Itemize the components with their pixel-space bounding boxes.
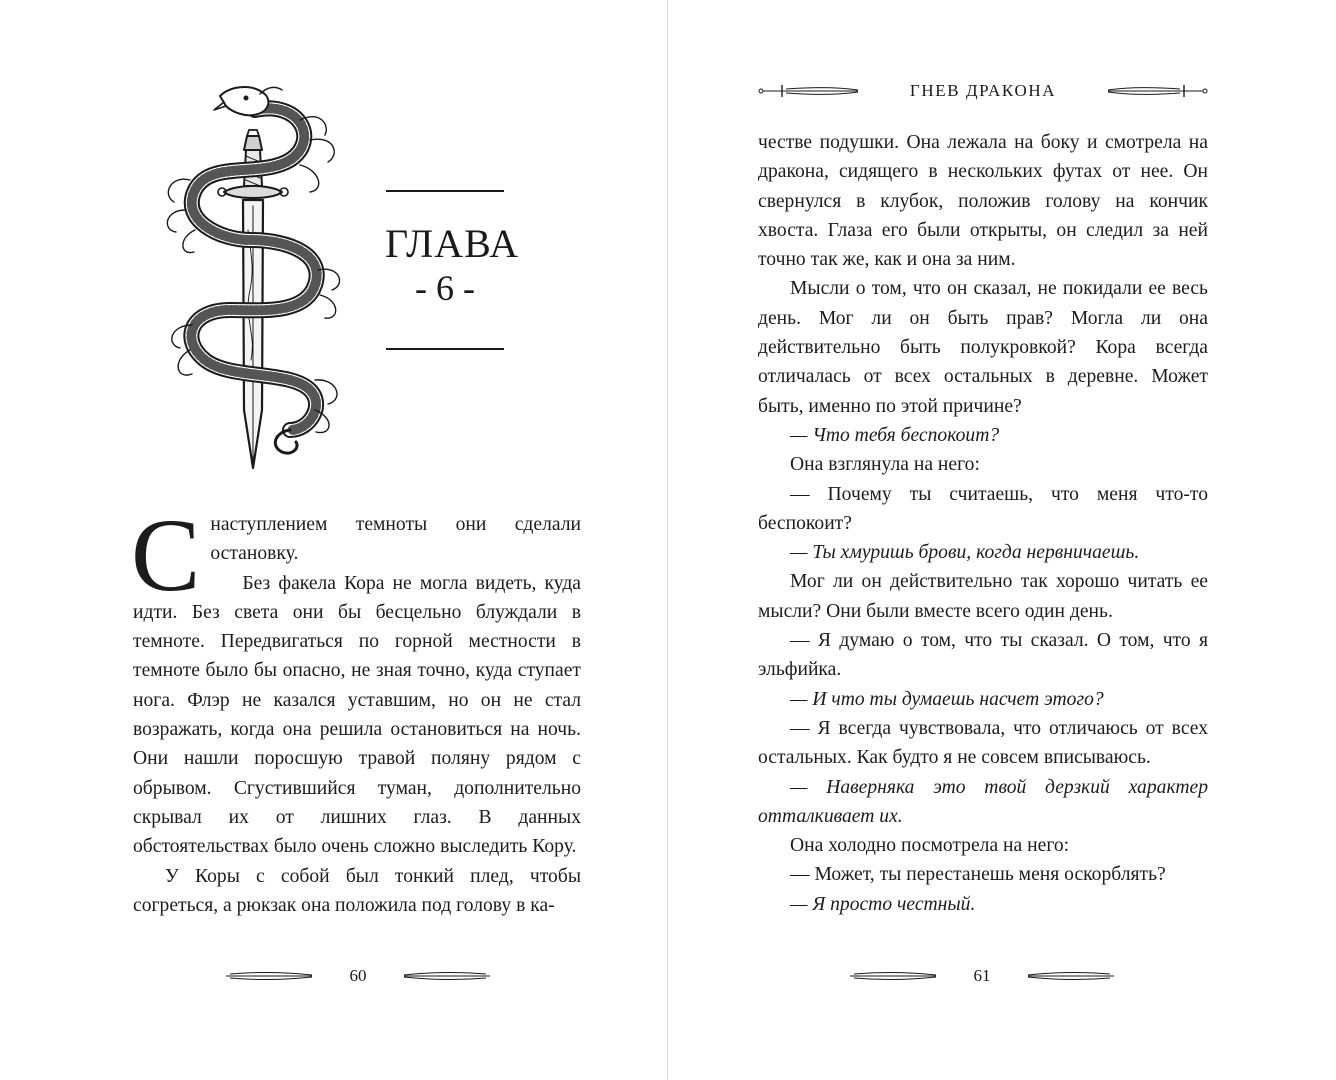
running-head xyxy=(758,80,1208,104)
dialogue-line: — И что ты думаешь насчет этого? xyxy=(790,688,1104,710)
sword-ornament-icon xyxy=(848,970,940,982)
chapter-rule-top xyxy=(386,190,504,192)
left-page xyxy=(0,0,667,1080)
dialogue-line: — Я думаю о том, что ты сказал. О том, что я эльфийка. xyxy=(758,630,1208,681)
chapter-rule-bottom xyxy=(386,348,504,350)
page-footer-right xyxy=(848,966,1116,988)
paragraph: Она взглянула на него: xyxy=(790,454,980,476)
sword-ornament-icon xyxy=(1104,84,1208,98)
paragraph: Без факела Кора не могла видеть, куда идти. Без света они бы бесцельно блуждали в темноте. Передвигаться по горной местности в темноте было бы опасно, не зная точно, куда ступает нога. Флэр не казался уставшим, но он не стал возражать, когда она решила остановиться на ночь. Они нашли поросшую травой поляну рядом с обрывом. Сгустившийся туман, дополнительно скрывал их от лишних глаз. В данных обстоятельствах было очень сложно выследить Кору. xyxy=(133,572,581,858)
paragraph: Она холодно посмотрела на него: xyxy=(790,835,1070,857)
dialogue-line: — Что тебя беспокоит? xyxy=(790,424,1000,446)
page-footer-left xyxy=(224,966,492,988)
drop-cap: С xyxy=(131,498,201,613)
right-page-text xyxy=(758,128,1208,919)
dialogue-line: — Почему ты считаешь, что меня что-то беспокоит? xyxy=(758,483,1208,534)
dialogue-line: — Я всегда чувствовала, что отличаюсь от всех остальных. Как будто я не совсем вписываюсь. xyxy=(758,717,1208,769)
chapter-heading xyxy=(385,190,520,350)
dialogue-line: — Может, ты перестанешь меня оскорблять? xyxy=(790,864,1166,886)
dialogue-line: — Я просто честный. xyxy=(790,893,976,915)
dragon-sword-illustration xyxy=(150,80,355,472)
paragraph: Мысли о том, что он сказал, не покидали ее весь день. Мог ли он быть прав? Могла ли она действительно быть полукровкой? Кора всегда отличалась от всех остальных в деревне. Может быть, именно по этой причине? xyxy=(758,278,1208,417)
sword-ornament-icon xyxy=(400,970,492,982)
dialogue-line: — Наверняка это твой дерзкий характер отталкивает их. xyxy=(758,776,1208,827)
paragraph: У Коры с собой был тонкий плед, чтобы согреться, а рюкзак она положила под голову в ка- xyxy=(133,865,581,916)
page-number: 60 xyxy=(349,966,367,985)
chapter-number: - 6 - xyxy=(415,268,475,308)
running-title: ГНЕВ ДРАКОНА xyxy=(909,81,1057,100)
sword-ornament-icon xyxy=(1024,970,1116,982)
left-page-text xyxy=(131,498,581,920)
paragraph: честве подушки. Она лежала на боку и смотрела на дракона, сидящего в нескольких футах от нее. Он свернулся в клубок, положив голову на кончик хвоста. Глаза его были открыты, он следил за ней точно так же, как и она за ним. xyxy=(758,132,1208,271)
paragraph: Мог ли он действительно так хорошо читать ее мысли? Они были вместе всего один день. xyxy=(758,571,1208,622)
page-number: 61 xyxy=(973,966,991,985)
chapter-word: ГЛАВА xyxy=(385,221,520,266)
dialogue-line: — Ты хмуришь брови, когда нервничаешь. xyxy=(790,542,1140,564)
paragraph: Снаступлением темноты они сделали остановку. xyxy=(131,498,581,613)
sword-ornament-icon xyxy=(224,970,316,982)
